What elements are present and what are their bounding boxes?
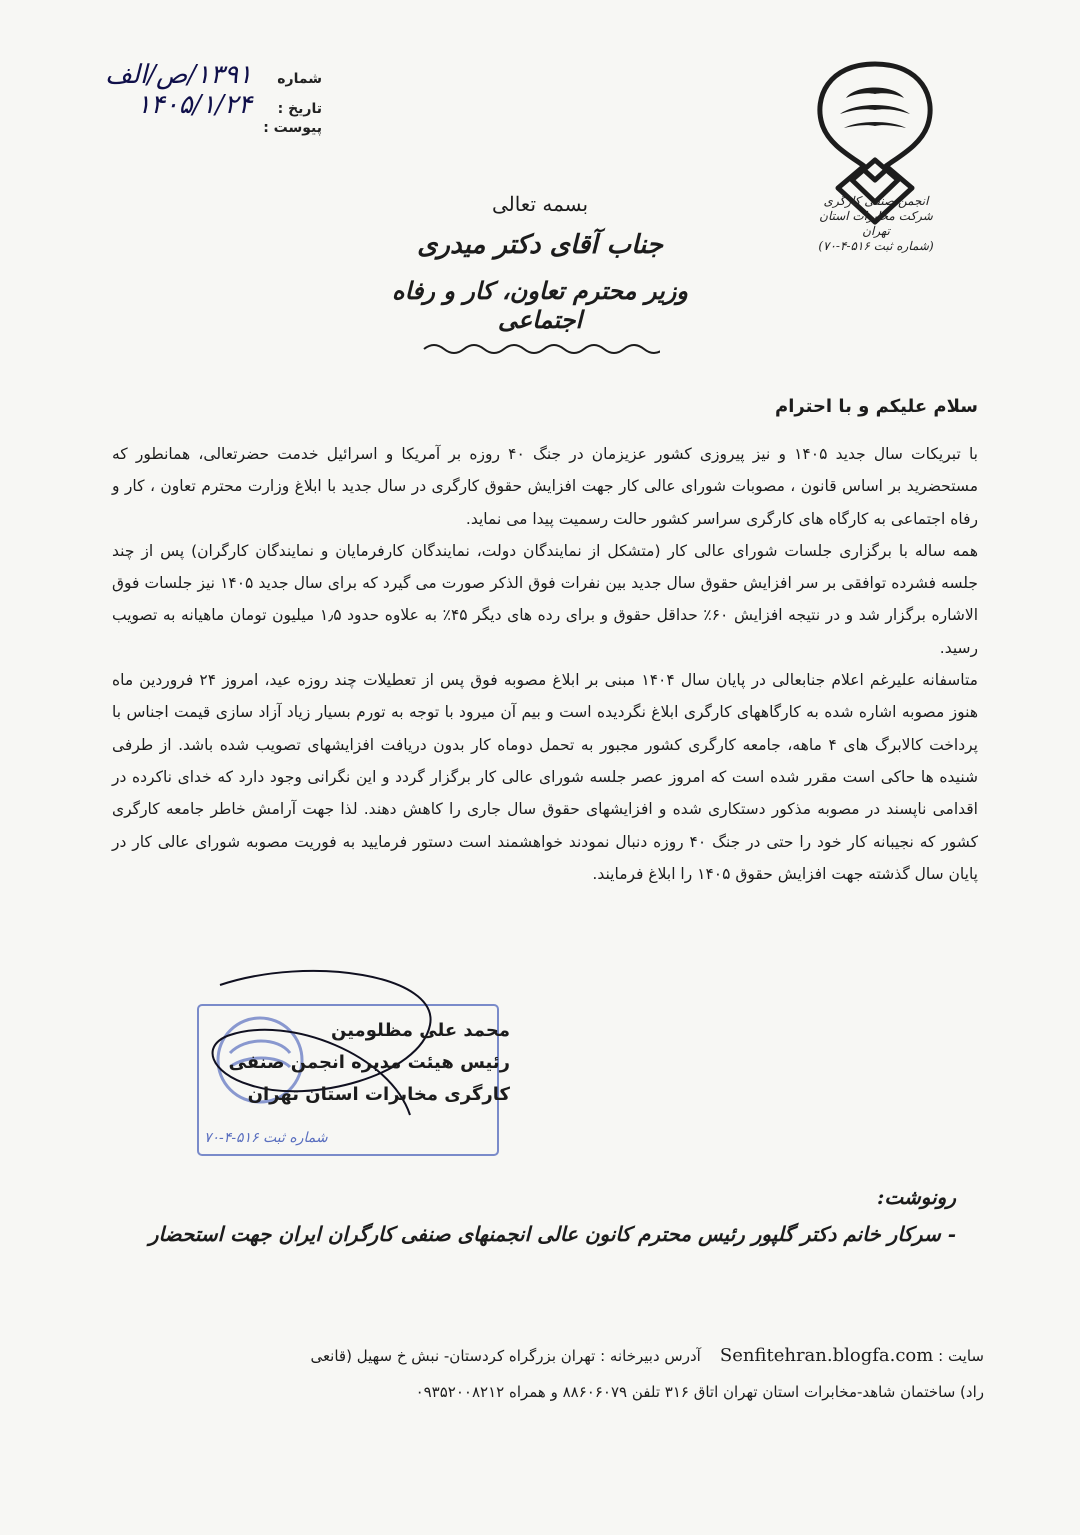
address-label: آدرس دبیرخانه : xyxy=(600,1347,701,1365)
body-paragraph: همه ساله با برگزاری جلسات شورای عالی کار (متشکل از نمایندگان دولت، نمایندگان کارفرمایان و نمایندگان کارگران) پس از چند جلسه فشرده توافقی بر سر افزایش حقوق سال جدید بین نفرات فوق الذکر صورت می گیرد که برای سال جدید ۱۴۰۵ نیز جلسات فوق الاشاره برگزار شد و در نتیجه افزایش ۶۰٪ حداقل حقوق و برای رده های دیگر ۴۵٪ به علاوه حدود ۱٫۵ میلیون تومان ماهیانه به تصویب رسید. xyxy=(112,541,979,657)
attachment-label: پیوست : xyxy=(263,120,322,136)
date-label: تاریخ : xyxy=(277,101,322,117)
title-block xyxy=(380,192,700,360)
footer-line-1 xyxy=(104,1338,984,1374)
date-value: ۱۴۰۵/۱/۲۴ xyxy=(136,90,252,120)
number-row xyxy=(22,60,322,90)
body-paragraph: با تبریکات سال جدید ۱۴۰۵ و نیز پیروزی کشور عزیزمان در جنگ ۴۰ روزه بر آمریکا و اسرائیل خدمت حضرتعالی، همانطور که مستحضرید بر اساس قانون ، مصوبات شورای عالی کار جهت افزایش حقوق کارگری در سال جدید با ابلاغ وزارت محترم تعاون ، کار و رفاه اجتماعی به کارگاه های کارگری سراسر کشور حالت رسمیت پیدا می نماید. xyxy=(112,445,978,528)
signatory-name: محمد علی مظلومین xyxy=(331,1020,510,1041)
date-row xyxy=(22,90,322,120)
number-label: شماره xyxy=(277,71,322,87)
recipient-position: وزیر محترم تعاون، کار و رفاه اجتماعی xyxy=(392,276,688,334)
address-line: راد) ساختمان شاهد-مخابرات استان تهران اتاق ۳۱۶ تلفن ۸۸۶۰۶۰۷۹ و همراه ۰۹۳۵۲۰۰۸۲۱۲ xyxy=(415,1383,984,1401)
greeting: سلام علیکم و با احترام xyxy=(775,396,978,417)
cc-label: رونوشت: xyxy=(877,1185,956,1209)
stamp-registration: شماره ثبت ۵۱۶-۴-۷۰ xyxy=(204,1130,328,1146)
body-paragraph: متاسفانه علیرغم اعلام جنابعالی در پایان سال ۱۴۰۴ مبنی بر ابلاغ مصوبه فوق پس از تعطیلات چند روزه عید، امروز ۲۴ فروردین ماه هنوز مصوبه اشاره شده به کارگاههای کارگری ابلاغ نگردیده است و بیم آن میرود با توجه به تورم بسیار زیاد آزاد سازی قیمت اجناس با پرداخت کالابرگ های ۴ ماهه، جامعه کارگری کشور مجبور به تحمل دوماه کار بدون دریافت افزایشهای تصویب شده باشد. از طرفی شنیده ها حاکی است مقرر شده است که امروز عصر جلسه شورای عالی کار برگزار گردد و این نگرانی وجود دارد که خدای ناکرده در اقدامی ناپسند در مصوبه مذکور دستکاری شده و افزایشهای حقوق سال جاری را کاهش دهند. لذا جهت آرامش خاطر جامعه کارگری کشور که نجیبانه کار خود را حتی در جنگ ۴۰ روزه دنبال نمودند خواهشمند است دستور فرمایید به فوریت مصوبه شورای عالی کار در پایان سال گذشته جهت افزایش حقوق ۱۴۰۵ را ابلاغ فرمایند. xyxy=(112,671,978,883)
site-link[interactable]: Senfitehran.blogfa.com xyxy=(719,1345,934,1366)
footer xyxy=(104,1338,984,1410)
flourish-divider-icon xyxy=(420,342,660,356)
attachment-row xyxy=(22,120,322,150)
site-label: سایت : xyxy=(938,1347,984,1365)
footer-line-2 xyxy=(104,1374,984,1410)
logo-caption-line: انجمن صنفی کارگری xyxy=(823,194,929,208)
address-line: تهران بزرگراه کردستان- نبش خ سهیل (قانعی xyxy=(310,1347,596,1365)
number-value: ۱۳۹۱/ص/الف xyxy=(105,60,252,90)
letter-body xyxy=(112,438,978,890)
signatory-title: رئیس هیئت مدیره انجمن صنفی xyxy=(228,1052,510,1073)
cc-recipient: - سرکار خانم دکتر گلپور رئیس محترم کانون عالی انجمنهای صنفی کارگران ایران جهت استحضار xyxy=(148,1222,956,1246)
signatory-title: کارگری مخابرات استان تهران xyxy=(247,1084,510,1105)
logo-caption-line: (شماره ثبت ۵۱۶-۴-۷۰) xyxy=(818,239,934,253)
letter-meta xyxy=(22,60,322,150)
logo-caption-line: شرکت مخابرات استان تهران xyxy=(819,209,933,238)
bismillah: بسمه تعالی xyxy=(491,192,589,216)
signatory xyxy=(210,1015,510,1111)
logo-caption xyxy=(806,194,946,254)
recipient-name: جناب آقای دکتر میدری xyxy=(417,230,663,260)
signature-block xyxy=(190,965,510,1165)
